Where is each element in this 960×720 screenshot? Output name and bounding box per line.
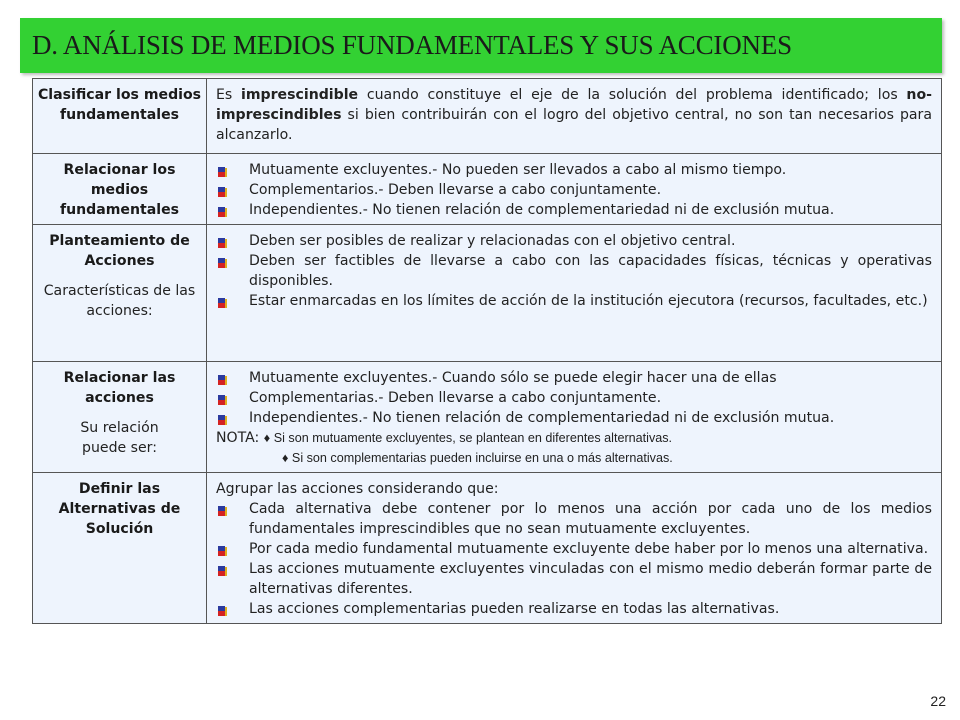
note-label: NOTA: (216, 430, 260, 446)
text-segment: Es (216, 87, 241, 103)
list-item (216, 559, 932, 599)
row-heading: Relacionar las acciones (63, 370, 176, 406)
bullet-icon (218, 412, 227, 423)
list-item-text: Cada alternativa debe contener por lo menos una acción por cada uno de los medios fundamentales imprescindibles que no sean mutuamente excluyentes. (249, 501, 932, 537)
bullet-icon (218, 392, 227, 403)
list-item (216, 499, 932, 539)
list-item (216, 291, 932, 311)
row-heading-cell (33, 473, 207, 624)
list-item (216, 388, 932, 408)
list-item-text: Por cada medio fundamental mutuamente excluyente debe haber por lo menos una alternativa. (249, 541, 929, 557)
list-item (216, 408, 932, 428)
note-line: ♦ Si son mutuamente excluyentes, se plantean en diferentes alternativas. (263, 431, 673, 445)
row-heading-cell (33, 79, 207, 154)
list-item-text: Deben ser posibles de realizar y relacionadas con el objetivo central. (249, 233, 736, 249)
list-item-text: Complementarias.- Deben llevarse a cabo conjuntamente. (249, 390, 662, 406)
bold-term: no-imprescindibles (216, 87, 932, 123)
list-item-text: Mutuamente excluyentes.- Cuando sólo se puede elegir hacer una de ellas (249, 370, 777, 386)
row-heading: Clasificar los medios fundamentales (37, 87, 202, 123)
bullet-icon (218, 603, 227, 614)
intro-text: Agrupar las acciones considerando que: (216, 481, 499, 497)
row-heading-cell (33, 362, 207, 473)
row-content-cell (207, 79, 942, 154)
bullet-icon (218, 164, 227, 175)
list-item-text: Mutuamente excluyentes.- No pueden ser llevados a cabo al mismo tiempo. (249, 162, 787, 178)
row-heading: Definir las Alternativas de Solución (58, 481, 181, 537)
list-item (216, 200, 932, 220)
bullet-icon (218, 503, 227, 514)
row-content-cell (207, 154, 942, 225)
note (216, 448, 932, 468)
row-content-cell (207, 225, 942, 362)
row-heading: Planteamiento de Acciones (49, 233, 190, 269)
table-row (33, 362, 942, 473)
bullet-icon (218, 372, 227, 383)
table-row (33, 79, 942, 154)
row-heading: Relacionar los medios fundamentales (59, 162, 180, 218)
row-content-cell (207, 362, 942, 473)
row-heading-cell (33, 154, 207, 225)
bullet-icon (218, 543, 227, 554)
table-row (33, 154, 942, 225)
list-item (216, 368, 932, 388)
page-title: D. ANÁLISIS DE MEDIOS FUNDAMENTALES Y SUS ACCIONES (32, 30, 792, 60)
list-item (216, 160, 932, 180)
list-item-text: Estar enmarcadas en los límites de acción de la institución ejecutora (recursos, facultades, etc.) (249, 293, 928, 309)
list-item (216, 251, 932, 291)
list-item (216, 599, 932, 619)
row-heading-cell (33, 225, 207, 362)
row-subheading: Características de las acciones: (43, 283, 196, 319)
note-line: ♦ Si son complementarias pueden incluirse en una o más alternativas. (282, 451, 673, 465)
list-item (216, 180, 932, 200)
bullet-icon (218, 204, 227, 215)
table-row (33, 473, 942, 624)
list-item (216, 231, 932, 251)
list-item-text: Las acciones mutuamente excluyentes vinculadas con el mismo medio deberán formar parte de alternativas diferentes. (249, 561, 932, 597)
note (216, 428, 932, 448)
list-item-text: Las acciones complementarias pueden realizarse en todas las alternativas. (249, 601, 780, 617)
text-segment: cuando constituye el eje de la solución del problema identificado; los (358, 87, 907, 103)
text-segment: si bien contribuirán con el logro del objetivo central, no son tan necesarios para alcanzarlo. (216, 107, 932, 143)
list-item (216, 539, 932, 559)
page-number: 22 (930, 693, 946, 709)
list-item-text: Complementarios.- Deben llevarse a cabo conjuntamente. (249, 182, 662, 198)
bullet-icon (218, 295, 227, 306)
row-content-cell (207, 473, 942, 624)
row-subheading: Su relación puede ser: (80, 420, 159, 456)
bullet-icon (218, 255, 227, 266)
list-item-text: Deben ser factibles de llevarse a cabo con las capacidades físicas, técnicas y operativas disponibles. (249, 253, 932, 289)
list-item-text: Independientes.- No tienen relación de complementariedad ni de exclusión mutua. (249, 202, 835, 218)
table-row (33, 225, 942, 362)
analysis-table (32, 78, 942, 624)
bullet-icon (218, 235, 227, 246)
title-bar (20, 18, 942, 73)
list-item-text: Independientes.- No tienen relación de complementariedad ni de exclusión mutua. (249, 410, 835, 426)
bold-term: imprescindible (241, 87, 359, 103)
bullet-icon (218, 184, 227, 195)
bullet-icon (218, 563, 227, 574)
